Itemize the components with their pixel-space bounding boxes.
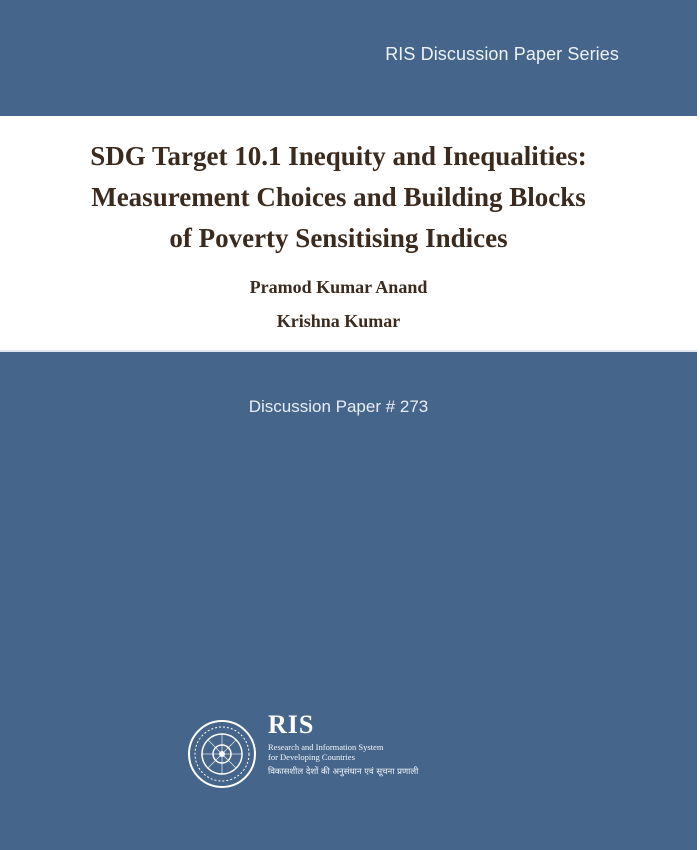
ris-emblem-icon [186,718,258,790]
title-line-1: SDG Target 10.1 Inequity and Inequalities: [90,141,587,171]
paper-title [0,136,677,259]
logo-name: RIS [268,710,315,739]
paper-number: Discussion Paper # 273 [248,397,429,416]
title-line-3: of Poverty Sensitising Indices [169,223,508,253]
logo-hindi-line: विकासशील देशों की अनुसंधान एवं सूचना प्रणाली [268,767,419,777]
title-line-2: Measurement Choices and Building Blocks [91,182,586,212]
ris-logo [186,710,506,790]
author-list [0,270,677,338]
logo-subtitle-line-1: Research and Information System [268,742,384,752]
logo-subtitle [268,742,498,762]
author-2: Krishna Kumar [276,311,401,331]
logo-subtitle-line-2: for Developing Countries [268,752,355,762]
author-1: Pramod Kumar Anand [249,277,428,297]
series-label: RIS Discussion Paper Series [385,44,619,64]
